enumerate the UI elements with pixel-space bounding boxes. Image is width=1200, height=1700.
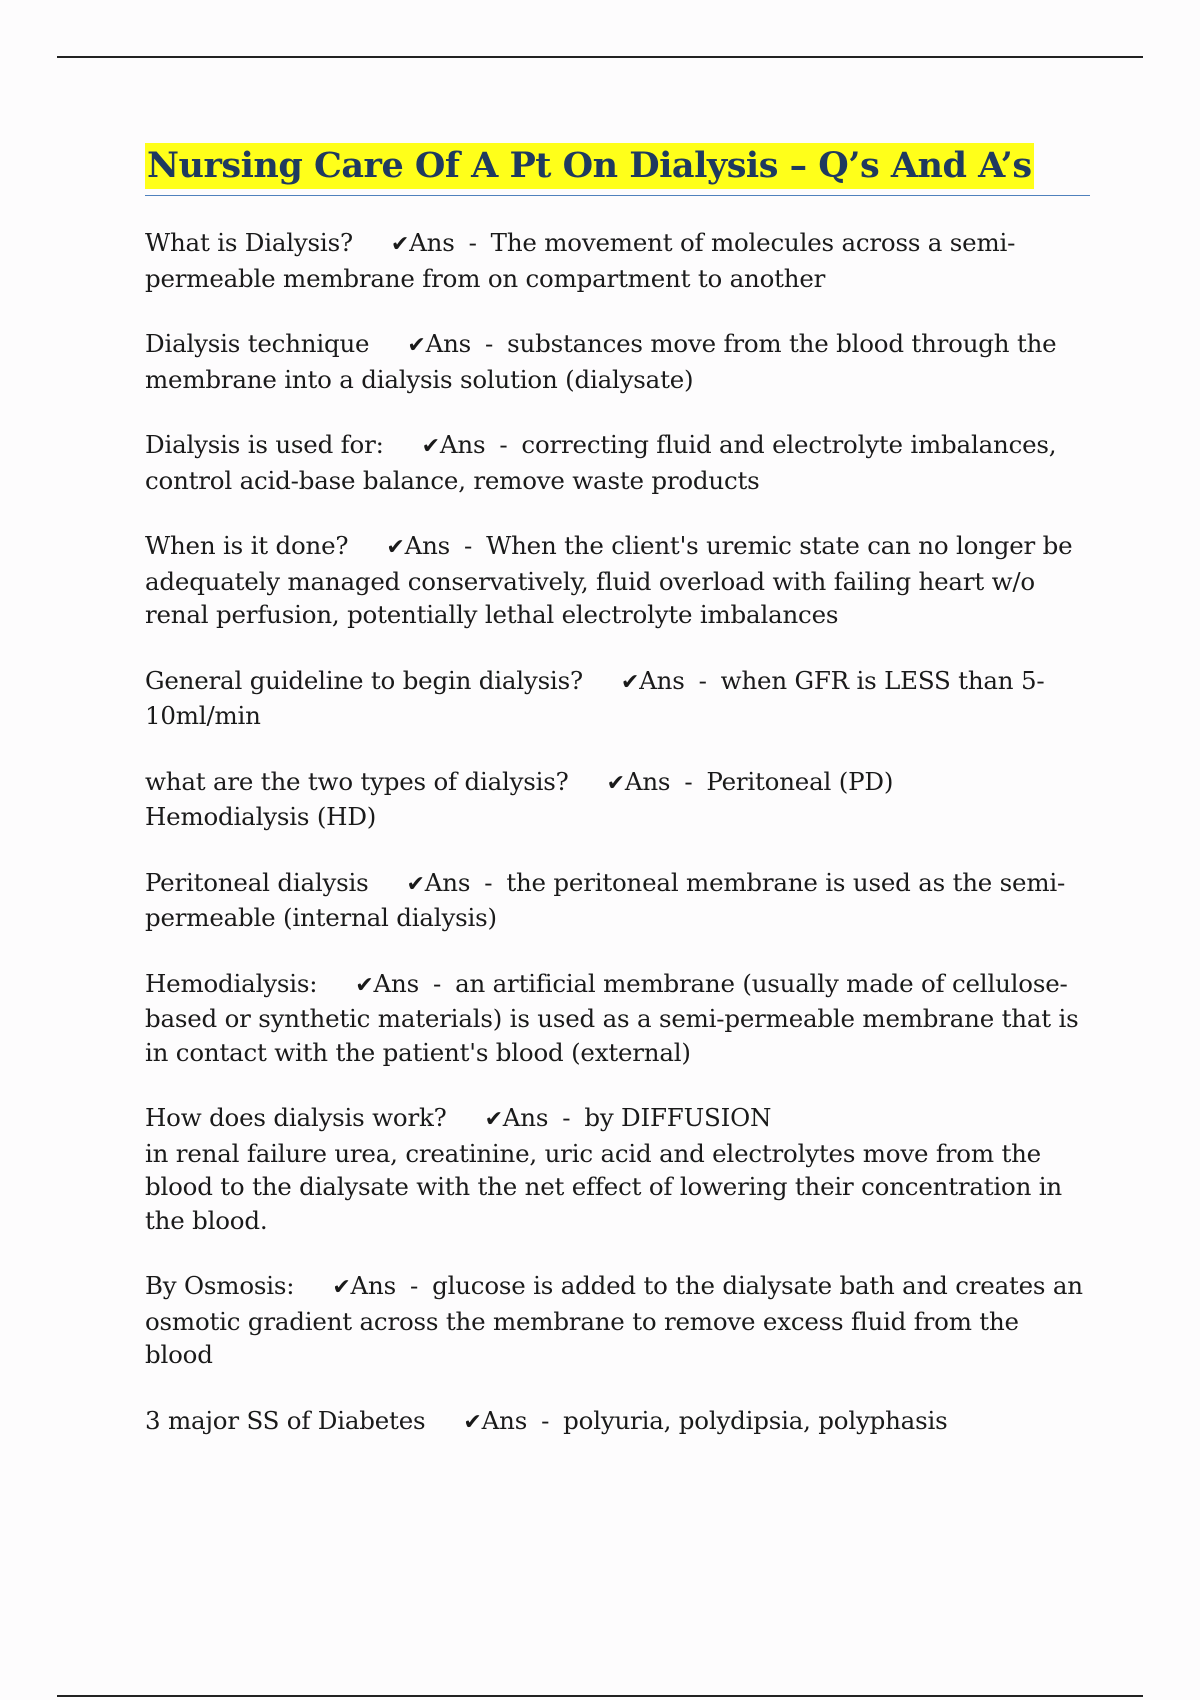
answer-separator: - <box>684 766 693 796</box>
answer-label: Ans <box>409 228 455 257</box>
document-title: Nursing Care Of A Pt On Dialysis – Q’s And A’s <box>145 143 1034 189</box>
answer-label: Ans <box>624 766 671 796</box>
checkmark-icon: ✔ <box>484 1107 503 1132</box>
answer-text: Peritoneal (PD) <box>706 766 894 796</box>
answer-label: Ans <box>350 1271 396 1300</box>
answer-separator: - <box>541 1405 550 1435</box>
answer-text: the peritoneal membrane is used as the semi-permeable (internal dialysis) <box>145 867 1066 932</box>
question-text: What is Dialysis? <box>145 228 353 257</box>
qa-item <box>145 664 1090 733</box>
answer-separator: - <box>410 1271 419 1300</box>
title-underline <box>145 143 1090 196</box>
checkmark-icon: ✔ <box>421 434 440 459</box>
question-text: what are the two types of dialysis? <box>145 766 569 796</box>
question-text: Hemodialysis: <box>145 968 318 998</box>
answer-label: Ans <box>373 968 419 998</box>
question-text: Peritoneal dialysis <box>145 867 369 897</box>
answer-separator: - <box>698 665 707 695</box>
question-text: By Osmosis: <box>145 1271 295 1300</box>
question-text: Dialysis technique <box>145 329 370 358</box>
checkmark-icon: ✔ <box>332 1275 351 1300</box>
answer-label: Ans <box>425 329 472 358</box>
answer-text: When the client's uremic state can no longer be adequately managed conservatively, fluid overload with failing heart w/o renal perfusion, potentially lethal electrolyte imbalances <box>145 531 1073 629</box>
checkmark-icon: ✔ <box>386 535 405 560</box>
question-text: General guideline to begin dialysis? <box>145 665 583 695</box>
qa-item <box>145 1269 1090 1372</box>
qa-item <box>145 967 1090 1070</box>
answer-label: Ans <box>639 665 685 695</box>
checkmark-icon: ✔ <box>407 333 426 358</box>
document-content <box>145 143 1090 1471</box>
question-text: When is it done? <box>145 531 349 560</box>
qa-item <box>145 1101 1090 1237</box>
answer-text-continued: Hemodialysis (HD) <box>145 802 377 831</box>
checkmark-icon: ✔ <box>406 871 425 897</box>
answer-separator: - <box>485 329 494 358</box>
checkmark-icon: ✔ <box>463 1409 482 1435</box>
qa-item <box>145 428 1090 497</box>
answer-separator: - <box>468 228 477 257</box>
answer-label: Ans <box>404 531 451 560</box>
answer-label: Ans <box>481 1405 528 1435</box>
answer-text: by DIFFUSION <box>584 1103 772 1132</box>
answer-separator: - <box>432 968 442 998</box>
checkmark-icon: ✔ <box>606 770 625 796</box>
answer-label: Ans <box>502 1103 549 1132</box>
qa-item <box>145 529 1090 632</box>
checkmark-icon: ✔ <box>620 669 640 695</box>
checkmark-icon: ✔ <box>355 972 374 998</box>
answer-text: glucose is added to the dialysate bath and creates an osmotic gradient across the membrane to remove excess fluid from the blood <box>145 1271 1083 1369</box>
answer-text: The movement of molecules across a semi-permeable membrane from on compartment to another <box>145 228 1016 293</box>
answer-separator: - <box>499 430 508 459</box>
qa-item <box>145 1404 1090 1440</box>
answer-text-continued: in renal failure urea, creatinine, uric acid and electrolytes move from the blood to the dialysate with the net effect of lowering their concentration in the blood. <box>145 1138 1062 1235</box>
question-text: 3 major SS of Diabetes <box>145 1405 426 1435</box>
question-text: Dialysis is used for: <box>145 430 384 459</box>
qa-item <box>145 866 1090 935</box>
top-divider <box>57 56 1143 58</box>
answer-text: substances move from the blood through the membrane into a dialysis solution (dialysate) <box>145 329 1057 394</box>
checkmark-icon: ✔ <box>390 232 410 257</box>
answer-text: polyuria, polydipsia, polyphasis <box>563 1405 948 1435</box>
answer-text: an artificial membrane (usually made of cellulose-based or synthetic materials) is used as a semi-permeable membrane that is in contact with the patient's blood (external) <box>145 968 1079 1067</box>
qa-item <box>145 327 1090 396</box>
answer-separator: - <box>464 531 473 560</box>
question-text: How does dialysis work? <box>145 1103 447 1132</box>
qa-item <box>145 765 1090 834</box>
answer-separator: - <box>562 1103 571 1132</box>
bottom-divider <box>57 1695 1143 1697</box>
answer-label: Ans <box>424 867 471 897</box>
answer-label: Ans <box>439 430 486 459</box>
answer-text: when GFR is LESS than 5-10ml/min <box>145 665 1045 730</box>
answer-text: correcting fluid and electrolyte imbalances, control acid-base balance, remove waste products <box>145 430 1057 495</box>
qa-list <box>145 226 1090 1439</box>
qa-item <box>145 226 1090 295</box>
answer-separator: - <box>484 867 493 897</box>
